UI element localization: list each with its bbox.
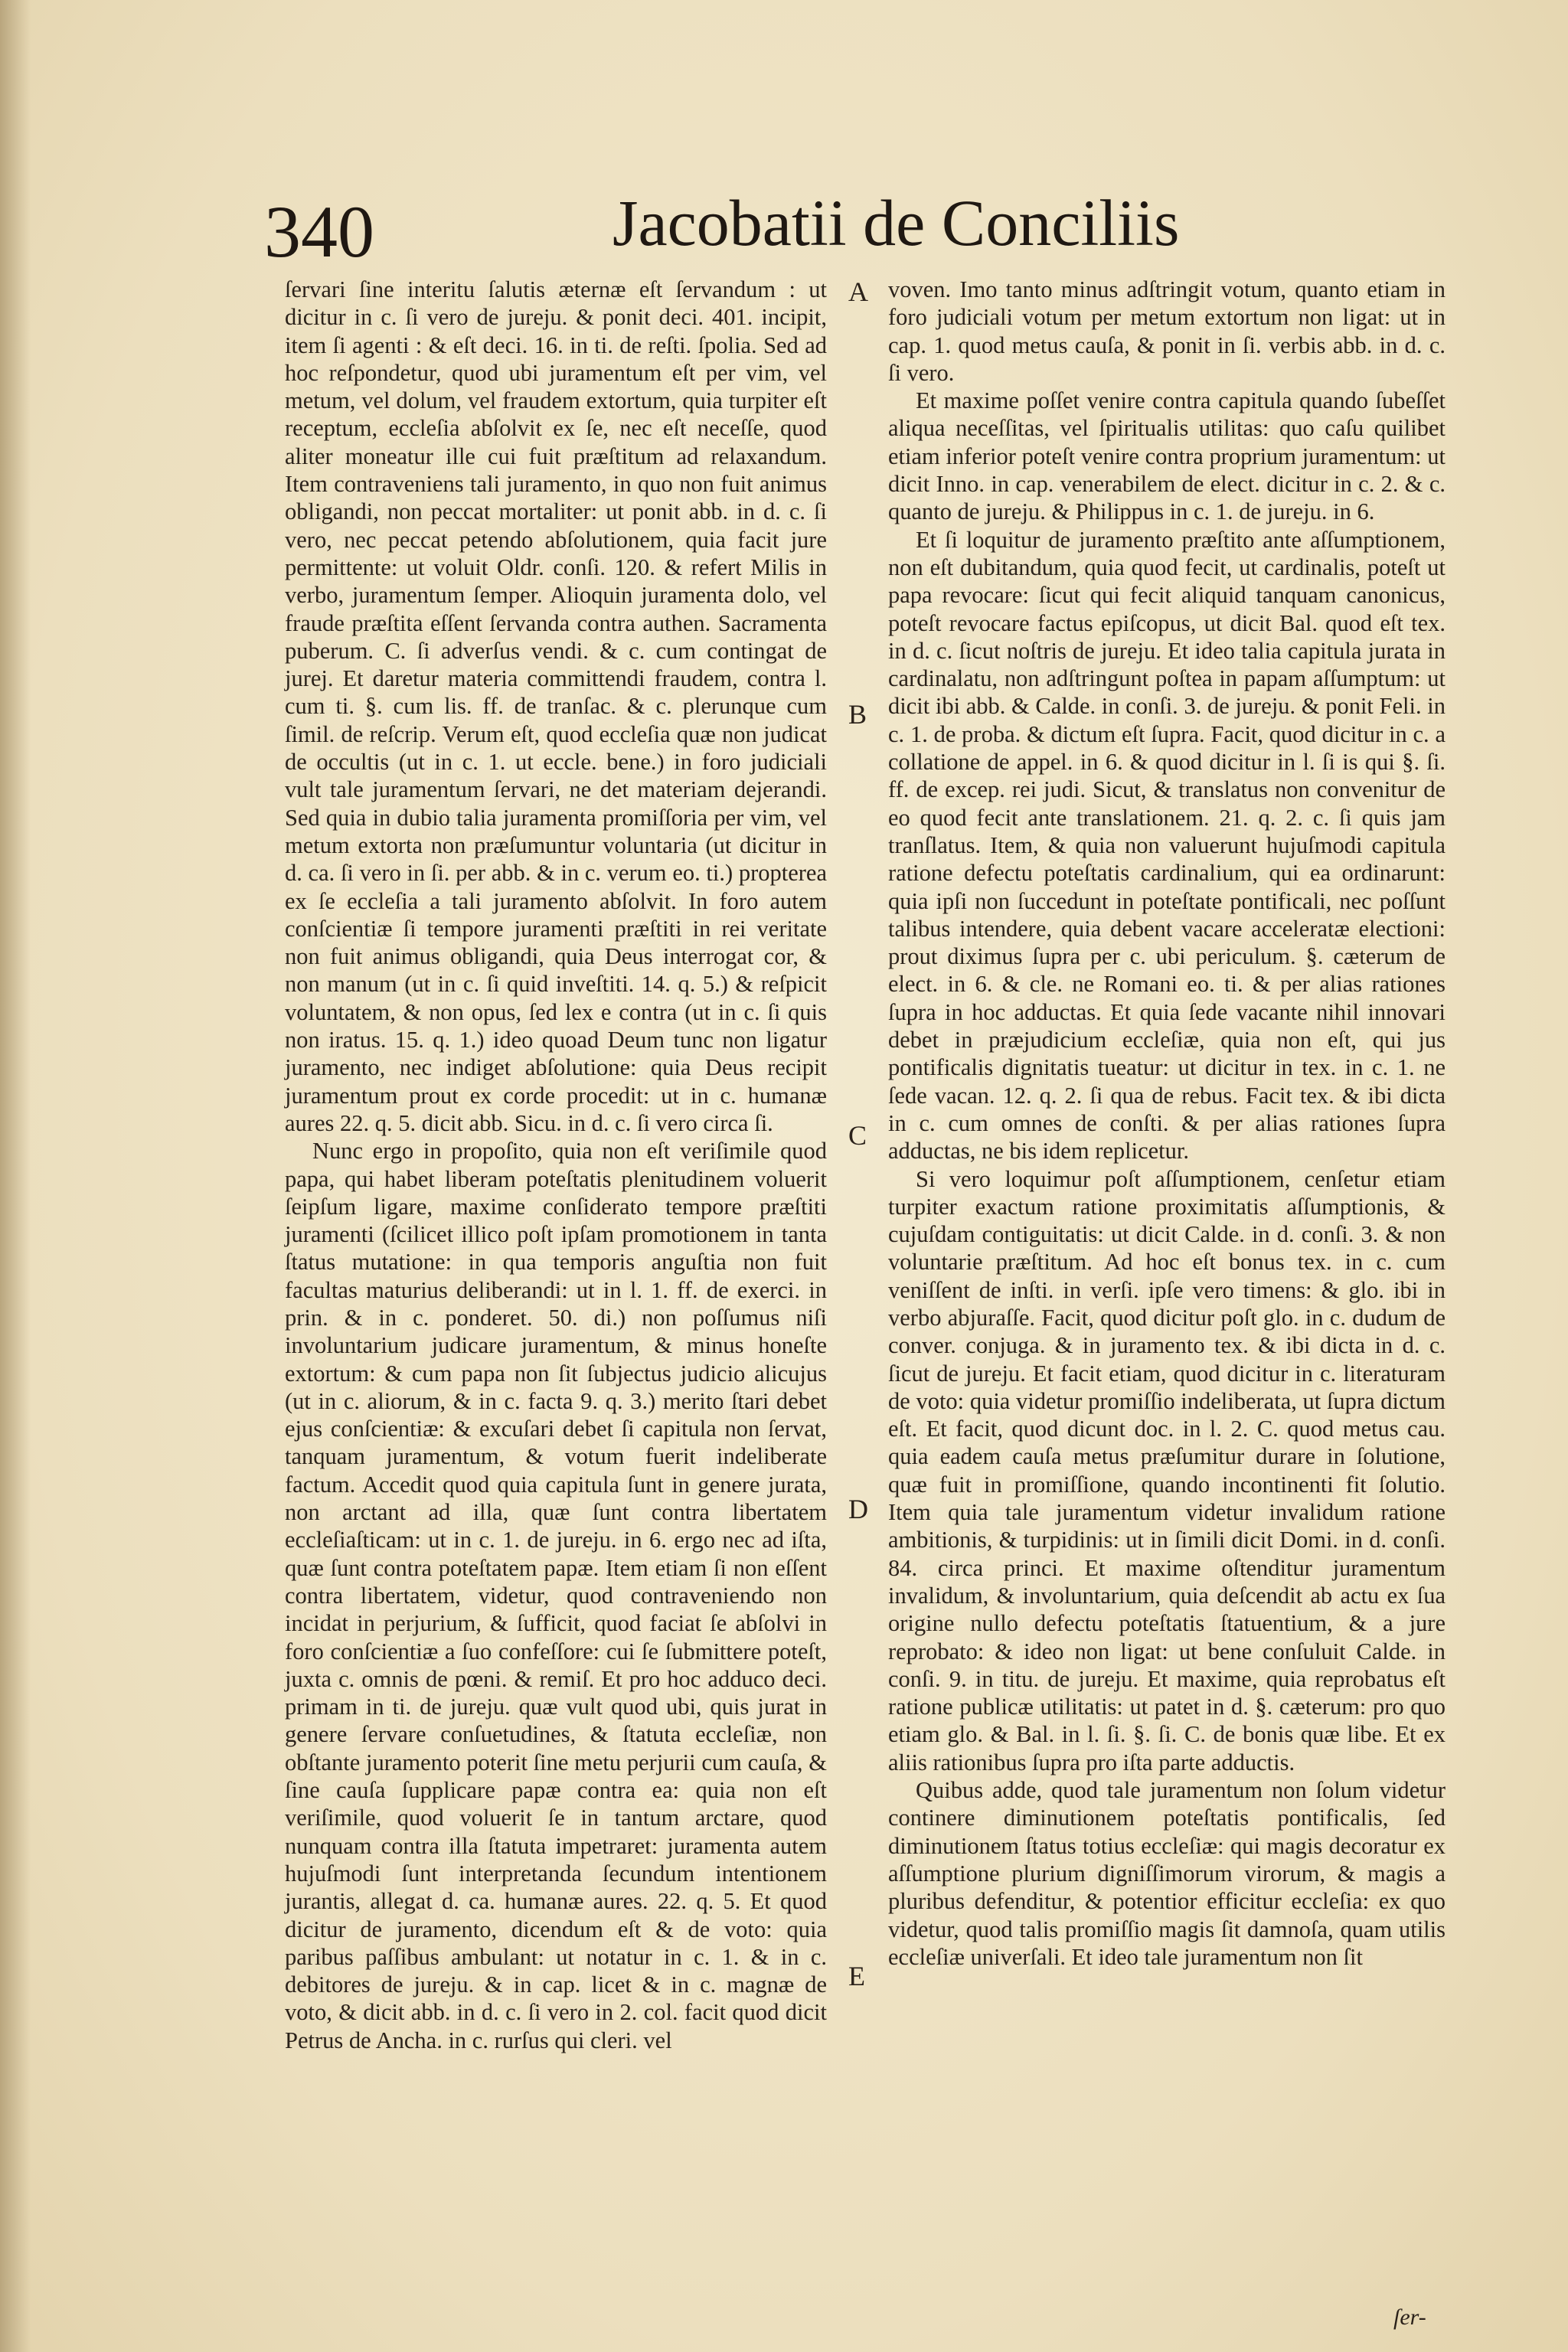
- catchword: ſer-: [1393, 2305, 1426, 2330]
- margin-marker-d: D: [848, 1494, 868, 1524]
- left-paragraph-2: Nunc ergo in propoſito, quia non eſt veriſimile quod papa, qui habet liberam poteſtatis plenitudinem voluerit ſeipſum ligare, maxime conſiderato tempore præſtiti juramenti (ſcilicet illico poſt ipſam promotionem in tanta ſtatus mutatione: in qua temporis anguſtia non fuit facultas maturius deliberandi: ut in l. 1. ff. de exerci. in prin. & in c. ponderet. 50. di.) non poſſumus niſi involuntarium judicare juramentum, & minus honeſte extortum: & cum papa non ſit ſubjectus judicio alicujus (ut in c. aliorum, & in c. facta 9. q. 3.) merito ſtari debet ejus conſcientiæ: & excuſari debet ſi capitula non ſervat, tanquam juramentum, & votum fuerit indeliberate factum. Accedit quod quia capitula ſunt in genere jurata, non arctant ad illa, quæ ſunt contra libertatem eccleſiaſticam: ut in c. 1. de jureju. in 6. ergo nec ad iſta, quæ ſunt contra poteſtatem papæ. Item etiam ſi non eſſent contra libertatem, videtur, quod contraveniendo non incidat in perjurium, & ſufficit, quod faciat ſe abſolvi in foro conſcientiæ a ſuo confeſſore: cui ſe ſubmittere poteſt, juxta c. omnis de pœni. & remiſ. Et pro hoc adduco deci. primam in ti. de jureju. quæ vult quod ubi, quis jurat in genere ſervare conſuetudines, & ſtatuta eccleſiæ, non obſtante juramento poterit ſine metu perjurii cum cauſa, & ſine cauſa ſupplicare papæ contra ea: quia non eſt veriſimile, quod voluerit ſe in tantum arctare, quod nunquam contra illa ſtatuta impetraret: juramenta autem hujuſmodi ſunt interpretanda ſecundum intentionem jurantis, allegat d. ca. humanæ aures. 22. q. 5. Et quod dicitur de juramento, dicendum eſt & de voto: quia paribus paſſibus ambulant: ut notatur in c. 1. & in c. debitores de jureju. & in cap. licet & in c. magnæ de voto, & dicit abb. in d. c. ſi vero in 2. col. facit quod dicit Petrus de Ancha. in c. rurſus qui cleri. vel: [285, 1138, 827, 2053]
- left-column: [285, 276, 827, 2054]
- right-paragraph-1: voven. Imo tanto minus adſtringit votum, quanto etiam in foro judiciali votum per metum extortum non ligat: ut in cap. 1. quod metus cauſa, & ponit in ſi. verbis abb. in d. c. ſi vero.: [888, 276, 1446, 386]
- left-paragraph-1: ſervari ſine interitu ſalutis æternæ eſt ſervandum : ut dicitur in c. ſi vero de jureju. & ponit deci. 401. incipit, item ſi agenti : & eſt deci. 16. in ti. de reſti. ſpolia. Sed ad hoc reſpondetur, quod ubi juramentum eſt per vim, vel metum, vel dolum, vel fraudem extortum, quia turpiter eſt receptum, eccleſia abſolvit ex ſe, nec eſt neceſſe, quod aliter moneatur ille cui fuit præſtitum ad relaxandum. Item contraveniens tali juramento, in quo non fuit animus obligandi, non peccat mortaliter: ut ponit abb. in d. c. ſi vero, nec peccat petendo abſolutionem, quia facit jure permittente: ut voluit Oldr. conſi. 120. & refert Milis in verbo, juramentum ſemper. Alioquin juramenta dolo, vel fraude præſtita eſſent ſervanda contra authen. Sacramenta puberum. C. ſi adverſus vendi. & c. cum contingat de jurej. Et daretur materia committendi fraudem, contra l. cum ti. §. cum lis. ff. de tranſac. & c. plerunque cum ſimil. de reſcrip. Verum eſt, quod eccleſia quæ non judicat de occultis (ut in c. 1. ut eccle. bene.) in foro judiciali vult tale juramentum ſervari, ne det materiam dejerandi. Sed quia in dubio talia juramenta promiſſoria per vim, vel metum extorta non præſumuntur voluntaria (ut dicitur in d. ca. ſi vero in ſi. per abb. & in c. verum eo. ti.) propterea ex ſe eccleſia a tali juramento abſolvit. In foro autem conſcientiæ ſi tempore juramenti præſtiti in rei veritate non fuit animus obligandi, quia Deus interrogat cor, & non manum (ut in c. ſi quid inveſtiti. 14. q. 5.) & reſpicit voluntatem, & non opus, ſed lex e contra (ut in c. ſi quis non iratus. 15. q. 1.) ideo quoad Deum tunc non ligatur juramento, nec indiget abſolutione: quia Deus recipit juramentum prout ex corde procedit: ut in c. humanæ aures 22. q. 5. dicit abb. Sicu. in d. c. ſi vero circa ſi.: [285, 276, 827, 1136]
- page-gutter-shadow: [0, 0, 31, 2352]
- right-paragraph-4: Si vero loquimur poſt aſſumptionem, cenſetur etiam turpiter exactum ratione proximitatis aſſumptionis, & cujuſdam contiguitatis: ut dicit Calde. in d. conſi. 3. & non voluntarie præſtitum. Ad hoc eſt bonus tex. in c. cum veniſſent de inſti. in verſi. ipſe vero timens: & glo. ibi in verbo abjuraſſe. Facit, quod dicitur poſt glo. in c. dudum de conver. conjuga. & in juramento tex. & ibi dicta in d. c. ſicut de jureju. Et facit etiam, quod dicitur in c. literaturam de voto: quia videtur promiſſio indeliberata, ut ſupra dictum eſt. Et facit, quod dicunt doc. in l. 2. C. quod metus cau. quia eadem cauſa metus præſumitur durare in ſolutione, quæ fuit in promiſſione, quando incontinenti fit ſolutio. Item quia tale juramentum videtur invalidum ratione ambitionis, & turpidinis: ut in ſimili dicit Domi. in d. conſi. 84. circa princi. Et maxime oſtenditur juramentum invalidum, & involuntarium, quia deſcendit ab actu ex ſua origine nullo defectu poteſtatis ſtatuentium, & a jure reprobato: & ideo non ligat: ut bene conſuluit Calde. in conſi. 9. in titu. de jureju. Et maxime, quia reprobatus eſt ratione publicæ utilitatis: ut patet in d. §. cæterum: pro quo etiam glo. & Bal. in l. ſi. §. ſi. C. de bonis quæ libe. Et ex aliis rationibus ſupra pro iſta parte adductis.: [888, 1165, 1446, 1775]
- running-title: Jacobatii de Conciliis: [612, 186, 1180, 260]
- margin-marker-a: A: [848, 276, 868, 307]
- page-number: 340: [264, 191, 374, 273]
- right-paragraph-3: Et ſi loquitur de juramento præſtito ante aſſumptionem, non eſt dubitandum, quia quod fecit, ut cardinalis, poteſt ut papa revocare: ſicut qui fecit aliquid tanquam canonicus, poteſt revocare factus epiſcopus, ut dicit Bal. quod eſt tex. in d. c. ſicut noſtris de jureju. Et ideo talia capitula jurata in cardinalatu, non adſtringunt poſtea in papam aſſumptum: ut dicit ibi abb. & Calde. in conſi. 3. de jureju. & ponit Feli. in c. 1. de proba. & dictum eſt ſupra. Facit, quod dicitur in c. a collatione de appel. in 6. & quod dicitur in l. ſi is qui §. ſi. ff. de excep. rei judi. Sicut, & translatus non convenitur de eo quod fecit ante translationem. 21. q. 2. c. ſi quis jam tranſlatus. Item, & quia non valuerunt hujuſmodi capitula ratione defectu poteſtatis cardinalium, qui ea ordinarunt: quia ipſi non ſuccedunt in poteſtate pontificali, nec poſſunt talibus intendere, quia debent vacare acceleratæ electioni: prout diximus ſupra per c. ubi periculum. §. cæterum de elect. in 6. & cle. ne Romani eo. ti. & per alias rationes ſupra in hoc adductas. Et quia ſede vacante nihil innovari debet in præjudicium eccleſiæ, quia non eſt, qui jus pontificalis dignitatis tueatur: ut dicitur in tex. in c. 1. ne ſede vacan. 12. q. 2. ſi qua de rebus. Facit tex. & ibi dicta in c. cum omnes de conſti. & per alias rationes ſupra adductas, ne bis idem replicetur.: [888, 526, 1446, 1165]
- margin-marker-c: C: [848, 1120, 867, 1151]
- right-paragraph-2: Et maxime poſſet venire contra capitula quando ſubeſſet aliqua neceſſitas, vel ſpiritualis utilitas: quo caſu quilibet etiam inferior poteſt venire contra proprium juramentum: ut dicit Inno. in cap. venerabilem de elect. dicitur in c. 2. & c. quanto de jureju. & Philippus in c. 1. de jureju. in 6.: [888, 387, 1446, 525]
- margin-marker-e: E: [848, 1961, 865, 1991]
- right-column: [888, 276, 1446, 1971]
- right-paragraph-5: Quibus adde, quod tale juramentum non ſolum videtur continere diminutionem poteſtatis pontificalis, ſed diminutionem ſtatus totius eccleſiæ: qui magis decoratur ex aſſumptione plurium digniſſimorum virorum, & magis a pluribus defenditur, & potentior efficitur eccleſia: ex quo videtur, quod talis promiſſio magis ſit damnoſa, quam utilis eccleſiæ univerſali. Et ideo tale juramentum non ſit: [888, 1777, 1446, 1970]
- margin-marker-b: B: [848, 699, 867, 730]
